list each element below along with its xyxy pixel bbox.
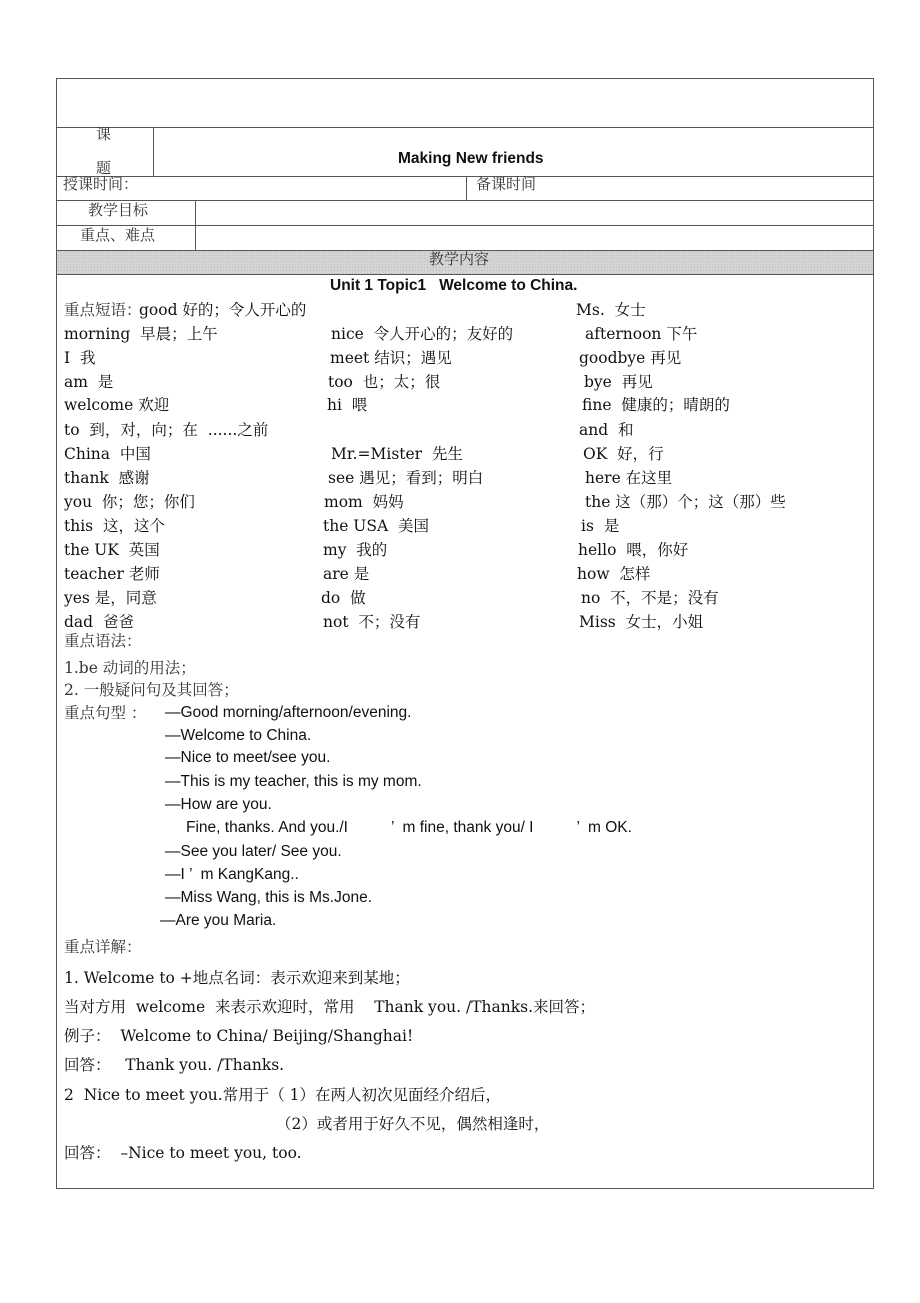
detail-line: 当对方用 welcome 来表示欢迎时，常用 Thank you. /Thanks.来回答； (64, 998, 596, 1016)
detail-line: （2）或者用于好久不见，偶然相逢时， (276, 1115, 550, 1133)
lesson-label-char-1: 课 (96, 125, 112, 143)
vocab-entry-col1: teacher 老师 (64, 565, 160, 583)
vocab-entry-col3: afternoon 下午 (585, 325, 698, 343)
keypoints-label-cell (57, 226, 196, 250)
vocab-entry-col2: the USA 美国 (323, 517, 430, 535)
vocab-entry-col2: not 不；没有 (323, 613, 421, 631)
vocab-entry-col3: Miss 女士，小姐 (579, 613, 704, 631)
vocab-entry-col3: bye 再见 (584, 373, 653, 391)
vocab-entry-col3: and 和 (579, 421, 634, 439)
vocab-entry-col2: mom 妈妈 (324, 493, 404, 511)
key-sentence: —See you later/ See you. (165, 843, 342, 860)
keypoints-label: 重点、难点 (80, 226, 156, 244)
vocab-entry-col1: welcome 欢迎 (64, 396, 170, 414)
teach-time-cell[interactable] (57, 177, 467, 200)
vocab-entry-col2: meet 结识；遇见 (330, 349, 452, 367)
key-sentence: —Nice to meet/see you. (165, 749, 331, 766)
vocab-entry-col1: to 到，对，向；在 ......之前 (64, 421, 269, 439)
vocab-entry-col1: this 这，这个 (64, 517, 165, 535)
vocab-entry-col3: how 怎样 (577, 565, 651, 583)
objective-label: 教学目标 (88, 201, 149, 219)
keypoints-value-cell[interactable] (196, 226, 873, 250)
phrases-label: 重点短语： (64, 301, 142, 319)
content-header-row (57, 251, 873, 275)
lesson-label-char-2: 题 (96, 159, 112, 177)
objective-value-cell[interactable] (196, 201, 873, 225)
key-sentence: —This is my teacher, this is my mom. (165, 773, 422, 790)
vocab-entry-col3: goodbye 再见 (579, 349, 682, 367)
detail-line: 例子： Welcome to China/ Beijing/Shanghai! (64, 1027, 414, 1045)
key-sentence: —Miss Wang, this is Ms.Jone. (165, 889, 373, 906)
vocab-entry-col1: China 中国 (64, 445, 151, 463)
vocab-entry-col2: see 遇见；看到；明白 (328, 469, 484, 487)
vocab-entry-col1: I 我 (64, 349, 96, 367)
content-header-label: 教学内容 (429, 250, 490, 268)
content-area (57, 275, 873, 1188)
key-sentence: —Welcome to China. (165, 727, 312, 744)
vocab-entry-col1: dad 爸爸 (64, 613, 134, 631)
vocab-entry-col2: nice 令人开心的；友好的 (331, 325, 514, 343)
key-sentence: —How are you. (165, 796, 272, 813)
lesson-plan-table (56, 78, 874, 1189)
vocab-entry-col2: do 做 (321, 589, 366, 607)
key-sentence: —Are you Maria. (160, 912, 277, 929)
detail-line: 回答： –Nice to meet you, too. (64, 1144, 302, 1162)
key-sentence: —Good morning/afternoon/evening. (165, 704, 412, 721)
blank-header-row (57, 79, 873, 128)
keypoints-row (57, 226, 873, 251)
objective-label-cell (57, 201, 196, 225)
vocab-entry-col3: hello 喂，你好 (578, 541, 689, 559)
vocab-entry-col2: too 也；太；很 (328, 373, 441, 391)
key-sentence: Fine, thanks. And you./I ’ m fine, thank you/ I ’ m OK. (186, 819, 632, 836)
grammar-item: 1.be 动词的用法； (64, 659, 196, 677)
key-sentence: —I ’ m KangKang.. (165, 866, 299, 883)
vocab-entry-col3: is 是 (581, 517, 620, 535)
teach-time-label: 授课时间： (63, 175, 139, 193)
vocab-entry-col2: hi 喂 (327, 396, 368, 414)
vocab-entry-col1: morning 早晨；上午 (64, 325, 218, 343)
vocab-entry-col3: Ms. 女士 (576, 301, 646, 319)
grammar-item: 2. 一般疑问句及其回答； (64, 681, 239, 699)
vocab-entry-col1: am 是 (64, 373, 114, 391)
detail-line: 回答： Thank you. /Thanks. (64, 1056, 285, 1074)
vocab-entry-col1: yes 是，同意 (64, 589, 157, 607)
detail-line: 2 Nice to meet you.常用于（ 1）在两人初次见面经介绍后， (64, 1086, 501, 1104)
vocab-entry-col3: OK 好，行 (583, 445, 664, 463)
vocab-entry-col1: good 好的；令人开心的 (139, 301, 307, 319)
vocab-entry-col3: no 不，不是；没有 (581, 589, 719, 607)
time-row (57, 177, 873, 201)
vocab-entry-col2: my 我的 (323, 541, 388, 559)
prep-time-label: 备课时间 (476, 175, 537, 193)
vocab-entry-col3: fine 健康的；晴朗的 (582, 396, 730, 414)
prep-time-cell[interactable] (467, 177, 873, 200)
grammar-label: 重点语法： (64, 632, 142, 650)
vocab-entry-col2: Mr.=Mister 先生 (331, 445, 463, 463)
vocab-entry-col1: thank 感谢 (64, 469, 150, 487)
vocab-entry-col3: the 这（那）个；这（那）些 (585, 493, 786, 511)
lesson-title-row (57, 125, 873, 177)
vocab-entry-col1: you 你；您；你们 (64, 493, 195, 511)
detail-line: 1. Welcome to +地点名词：表示欢迎来到某地； (64, 969, 410, 987)
sentences-label: 重点句型 ： (64, 704, 147, 722)
lesson-title-cell (154, 128, 873, 176)
unit-title: Unit 1 Topic1 Welcome to China. (330, 277, 578, 294)
objective-row (57, 201, 873, 226)
vocab-entry-col2: are 是 (323, 565, 370, 583)
details-label: 重点详解： (64, 938, 142, 956)
lesson-title: Making New friends (398, 150, 544, 167)
vocab-entry-col3: here 在这里 (585, 469, 673, 487)
vocab-entry-col1: the UK 英国 (64, 541, 160, 559)
lesson-label-cell (57, 125, 154, 177)
